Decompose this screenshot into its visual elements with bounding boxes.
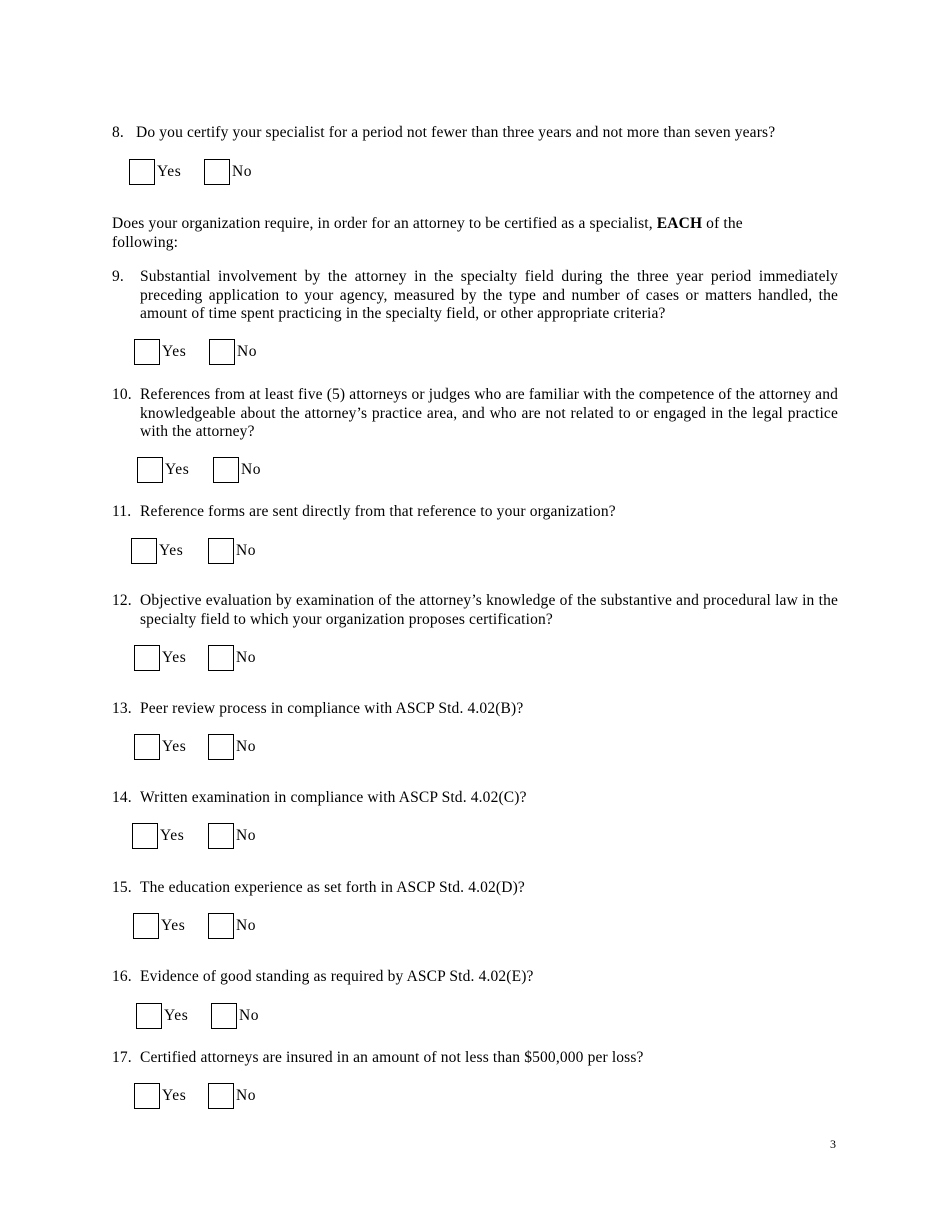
q13-yes-checkbox[interactable] (134, 734, 160, 760)
question-11 (112, 503, 838, 522)
q15-yes-label: Yes (161, 917, 186, 934)
q15-no-checkbox[interactable] (208, 913, 234, 939)
question-number: 9. (112, 268, 124, 285)
q14-no-label: No (236, 827, 257, 844)
q13-no-label: No (236, 738, 257, 755)
question-number: 17. (112, 1049, 132, 1066)
question-text: The education experience as set forth in ASCP Std. 4.02(D)? (140, 879, 525, 896)
question-10 (112, 386, 838, 442)
question-number: 12. (112, 592, 132, 609)
q12-no-checkbox[interactable] (208, 645, 234, 671)
q16-no-label: No (239, 1007, 260, 1024)
question-13 (112, 700, 838, 719)
q10-no-checkbox[interactable] (213, 457, 239, 483)
q8-yes-checkbox[interactable] (129, 159, 155, 185)
question-number: 16. (112, 968, 132, 985)
q17-yes-label: Yes (162, 1087, 187, 1104)
q11-yes-label: Yes (159, 542, 184, 559)
section-intro (112, 215, 812, 252)
question-text: Do you certify your specialist for a period not fewer than three years and not more than seven years? (136, 124, 776, 141)
q8-no-label: No (232, 163, 253, 180)
question-number: 15. (112, 879, 132, 896)
q12-yes-checkbox[interactable] (134, 645, 160, 671)
question-8 (112, 124, 838, 143)
question-text: Written examination in compliance with ASCP Std. 4.02(C)? (140, 789, 527, 806)
q9-yes-checkbox[interactable] (134, 339, 160, 365)
q17-no-checkbox[interactable] (208, 1083, 234, 1109)
question-text: References from at least five (5) attorneys or judges who are familiar with the competence of the attorney and knowledgeable about the attorney’s practice area, and who are not related to or engaged in the legal practice with the attorney? (140, 386, 838, 440)
question-number: 14. (112, 789, 132, 806)
intro-emphasis: EACH (656, 215, 703, 232)
question-12 (112, 592, 838, 629)
question-text: Reference forms are sent directly from that reference to your organization? (140, 503, 616, 520)
q9-yes-label: Yes (162, 343, 187, 360)
q17-yes-checkbox[interactable] (134, 1083, 160, 1109)
intro-text-before: Does your organization require, in order for an attorney to be certified as a specialist, (112, 215, 657, 232)
q9-no-label: No (237, 343, 258, 360)
q9-no-checkbox[interactable] (209, 339, 235, 365)
q11-no-checkbox[interactable] (208, 538, 234, 564)
question-16 (112, 968, 838, 987)
q13-yes-label: Yes (162, 738, 187, 755)
intro-text-after: of the following: (112, 215, 743, 251)
q16-yes-label: Yes (164, 1007, 189, 1024)
q12-yes-label: Yes (162, 649, 187, 666)
question-text: Evidence of good standing as required by ASCP Std. 4.02(E)? (140, 968, 534, 985)
question-9 (112, 268, 838, 324)
q15-yes-checkbox[interactable] (133, 913, 159, 939)
question-number: 11. (112, 503, 132, 520)
question-number: 8. (112, 124, 124, 141)
question-number: 13. (112, 700, 132, 717)
q10-no-label: No (241, 461, 262, 478)
q13-no-checkbox[interactable] (208, 734, 234, 760)
q10-yes-checkbox[interactable] (137, 457, 163, 483)
q15-no-label: No (236, 917, 257, 934)
q17-no-label: No (236, 1087, 257, 1104)
q14-yes-checkbox[interactable] (132, 823, 158, 849)
question-number: 10. (112, 386, 132, 403)
question-text: Peer review process in compliance with ASCP Std. 4.02(B)? (140, 700, 524, 717)
q16-no-checkbox[interactable] (211, 1003, 237, 1029)
q10-yes-label: Yes (165, 461, 190, 478)
q14-no-checkbox[interactable] (208, 823, 234, 849)
question-15 (112, 879, 838, 898)
q11-yes-checkbox[interactable] (131, 538, 157, 564)
question-14 (112, 789, 838, 808)
q12-no-label: No (236, 649, 257, 666)
question-text: Substantial involvement by the attorney in the specialty field during the three year period immediately preceding application to your agency, measured by the type and number of cases or matters handled, the amount of time spent practicing in the specialty field, or other appropriate criteria? (140, 268, 838, 322)
question-text: Certified attorneys are insured in an amount of not less than $500,000 per loss? (140, 1049, 644, 1066)
q8-yes-label: Yes (157, 163, 182, 180)
q16-yes-checkbox[interactable] (136, 1003, 162, 1029)
page-number: 3 (830, 1137, 836, 1151)
q8-no-checkbox[interactable] (204, 159, 230, 185)
question-text: Objective evaluation by examination of the attorney’s knowledge of the substantive and procedural law in the specialty field to which your organization proposes certification? (140, 592, 838, 628)
q14-yes-label: Yes (160, 827, 185, 844)
question-17 (112, 1049, 838, 1068)
q11-no-label: No (236, 542, 257, 559)
